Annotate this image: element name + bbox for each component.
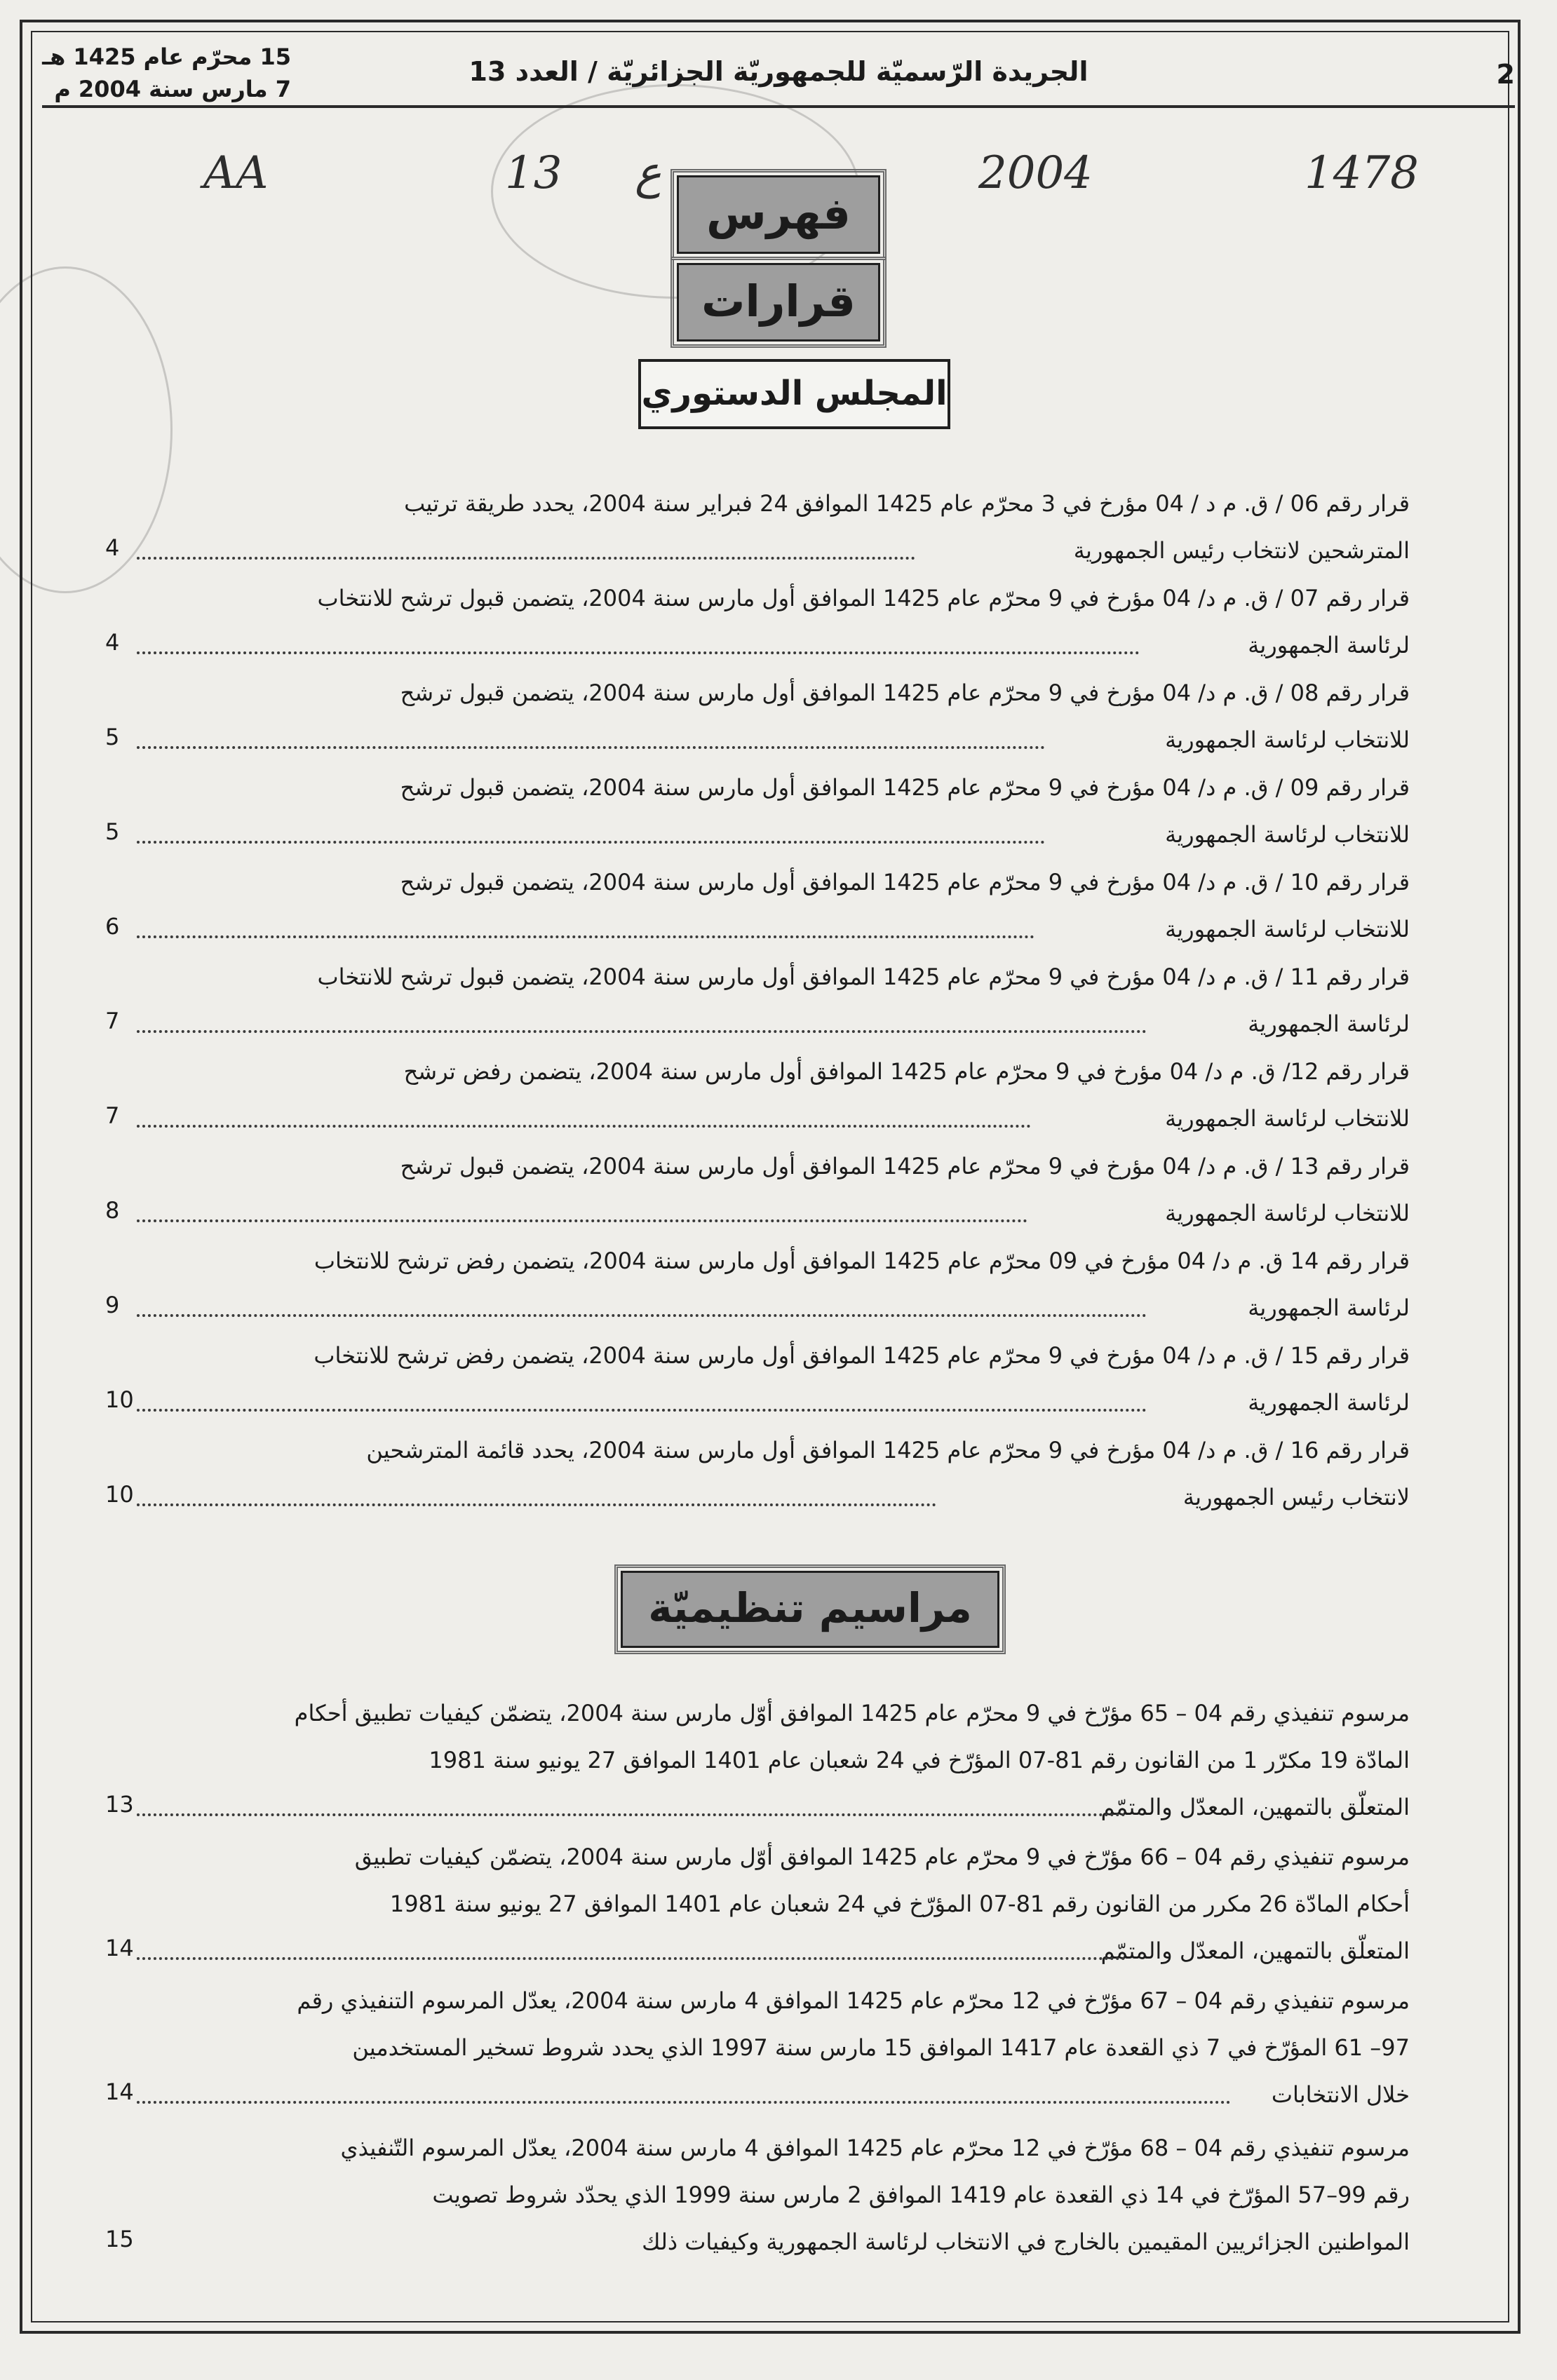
decision-entry-line-1: قرار رقم 08 / ق. م د/ 04 مؤرخ في 9 محرّم عام 1425 الموافق أول مارس سنة 2004، يتضمن قبول ترشح — [400, 679, 1410, 706]
decree-entry-line-3: المواطنين الجزائريين المقيمين بالخارج في الانتخاب لرئاسة الجمهورية وكيفيات ذلك — [642, 2229, 1410, 2255]
decree-entry-line-1: مرسوم تنفيذي رقم 04 – 65 مؤرّخ في 9 محرّم عام 1425 الموافق أوّل مارس سنة 2004، يتضمّن كيفيات تطبيق أحكام — [294, 1700, 1410, 1726]
decree-leader-dots — [137, 1957, 1126, 1960]
decision-entry — [126, 1427, 1410, 1521]
decision-entry-line-1: قرار رقم 13 / ق. م د/ 04 مؤرخ في 9 محرّم عام 1425 الموافق أول مارس سنة 2004، يتضمن قبول ترشح — [400, 1153, 1410, 1179]
decision-entry-line-2: المترشحين لانتخاب رئيس الجمهورية — [1073, 537, 1410, 564]
decree-entry — [126, 1977, 1410, 2118]
decision-leader-dots — [137, 1125, 1031, 1128]
decrees-title: مراسيم تنظيميّة — [621, 1571, 999, 1648]
decision-entry-line-1: قرار رقم 10 / ق. م د/ 04 مؤرخ في 9 محرّم عام 1425 الموافق أول مارس سنة 2004، يتضمن قبول ترشح — [400, 869, 1410, 895]
decision-entry-line-2: للانتخاب لرئاسة الجمهورية — [1165, 1105, 1410, 1132]
journal-title: الجريدة الرّسميّة للجمهوريّة الجزائريّة / العدد 13 — [469, 56, 1088, 87]
decision-page-number: 10 — [105, 1481, 134, 1508]
decision-page-number: 7 — [105, 1102, 120, 1129]
decisions-title: قرارات — [677, 263, 880, 342]
decision-leader-dots — [137, 1219, 1027, 1222]
decision-entry-line-2: لرئاسة الجمهورية — [1248, 1294, 1410, 1321]
decision-page-number: 9 — [105, 1292, 120, 1318]
header-date-hijri: 15 محرّم عام 1425 هـ — [42, 43, 291, 70]
header-rule — [42, 105, 1515, 108]
decree-entry-line-2: رقم 99–57 المؤرّخ في 14 ذي القعدة عام 1419 الموافق 2 مارس سنة 1999 الذي يحدّد شروط تصويت — [432, 2182, 1410, 2208]
header-date-gregorian: 7 مارس سنة 2004 م — [54, 76, 291, 102]
decision-leader-dots — [137, 1314, 1147, 1317]
decision-page-number: 4 — [105, 629, 120, 656]
decree-entry-line-2: المادّة 19 مكرّر 1 من القانون رقم 81-07 المؤرّخ في 24 شعبان عام 1401 الموافق 27 يونيو سنة 1981 — [429, 1747, 1410, 1773]
decision-entry — [126, 859, 1410, 953]
decision-entry-line-2: للانتخاب لرئاسة الجمهورية — [1165, 916, 1410, 942]
decision-page-number: 10 — [105, 1386, 134, 1413]
decision-page-number: 6 — [105, 913, 120, 940]
handwritten-code: AA — [203, 147, 269, 199]
decision-entry-line-1: قرار رقم 11 / ق. م د/ 04 مؤرخ في 9 محرّم عام 1425 الموافق أول مارس سنة 2004، يتضمن قبول ترشح للانتخاب — [317, 964, 1410, 990]
decision-leader-dots — [137, 1030, 1147, 1033]
decision-page-number: 4 — [105, 534, 120, 561]
decision-page-number: 8 — [105, 1197, 120, 1224]
decision-leader-dots — [137, 651, 1140, 654]
decree-entry-line-1: مرسوم تنفيذي رقم 04 – 66 مؤرّخ في 9 محرّم عام 1425 الموافق أوّل مارس سنة 2004، يتضمّن كيفيات تطبيق — [354, 1844, 1410, 1870]
index-title: فهرس — [677, 175, 880, 254]
decree-entry-line-3: المتعلّق بالتمهين، المعدّل والمتمّم — [1100, 1794, 1410, 1820]
decision-entry-line-2: لرئاسة الجمهورية — [1248, 1389, 1410, 1416]
decree-page-number: 14 — [105, 1935, 134, 1961]
decree-entry-line-1: مرسوم تنفيذي رقم 04 – 67 مؤرّخ في 12 محرّم عام 1425 الموافق 4 مارس سنة 2004، يعدّل المرسوم التنفيذي رقم — [297, 1987, 1410, 2014]
decision-leader-dots — [137, 1409, 1147, 1412]
decision-entry — [126, 480, 1410, 574]
decision-entry-line-1: قرار رقم 09 / ق. م د/ 04 مؤرخ في 9 محرّم عام 1425 الموافق أول مارس سنة 2004، يتضمن قبول ترشح — [400, 774, 1410, 801]
decision-entry-line-1: قرار رقم 15 / ق. م د/ 04 مؤرخ في 9 محرّم عام 1425 الموافق أول مارس سنة 2004، يتضمن رفض ترشح للانتخاب — [314, 1342, 1410, 1369]
decree-entry-line-2: أحكام المادّة 26 مكرر من القانون رقم 81-07 المؤرّخ في 24 شعبان عام 1401 الموافق 27 يونيو سنة 1981 — [389, 1891, 1410, 1917]
decree-entry — [126, 1690, 1410, 1831]
page-number: 2 — [1496, 59, 1515, 90]
decision-entry-line-2: للانتخاب لرئاسة الجمهورية — [1165, 821, 1410, 848]
decree-page-number: 14 — [105, 2078, 134, 2105]
decision-page-number: 5 — [105, 724, 120, 750]
decision-entry-line-2: لانتخاب رئيس الجمهورية — [1182, 1484, 1410, 1510]
decision-entry-line-2: لرئاسة الجمهورية — [1248, 1010, 1410, 1037]
decision-entry — [126, 1048, 1410, 1142]
handwritten-mark: ع — [635, 147, 662, 199]
decision-leader-dots — [137, 557, 915, 560]
decision-page-number: 5 — [105, 818, 120, 845]
decision-entry-line-1: قرار رقم 14 ق. م د/ 04 مؤرخ في 09 محرّم عام 1425 الموافق أول مارس سنة 2004، يتضمن رفض ترشح للانتخاب — [314, 1248, 1410, 1274]
decree-page-number: 13 — [105, 1791, 134, 1818]
decision-entry — [126, 575, 1410, 669]
decree-entry-line-1: مرسوم تنفيذي رقم 04 – 68 مؤرّخ في 12 محرّم عام 1425 الموافق 4 مارس سنة 2004، يعدّل المرسوم التّنفيذي — [340, 2135, 1410, 2161]
handwritten-year: 2004 — [978, 147, 1093, 199]
decision-entry — [126, 1332, 1410, 1426]
decision-entry — [126, 764, 1410, 858]
decision-leader-dots — [137, 1503, 936, 1506]
decision-entry — [126, 670, 1410, 764]
decree-entry — [126, 2125, 1410, 2266]
decree-entry-line-2: 97– 61 المؤرّخ في 7 ذي القعدة عام 1417 الموافق 15 مارس سنة 1997 الذي يحدد شروط تسخير المستخدمين — [352, 2034, 1410, 2061]
decision-entry — [126, 954, 1410, 1048]
decree-entry — [126, 1834, 1410, 1975]
decree-page-number: 15 — [105, 2226, 134, 2252]
decision-entry — [126, 1238, 1410, 1332]
decision-leader-dots — [137, 841, 1045, 844]
handwritten-number-1478: 1478 — [1305, 147, 1419, 199]
decree-entry-line-3: المتعلّق بالتمهين، المعدّل والمتمّم — [1100, 1938, 1410, 1964]
decision-entry-line-1: قرار رقم 07 / ق. م د/ 04 مؤرخ في 9 محرّم عام 1425 الموافق أول مارس سنة 2004، يتضمن قبول ترشح للانتخاب — [317, 585, 1410, 611]
decision-entry — [126, 1143, 1410, 1237]
decision-leader-dots — [137, 746, 1045, 749]
decision-entry-line-2: للانتخاب لرئاسة الجمهورية — [1165, 726, 1410, 753]
decision-entry-line-1: قرار رقم 12/ ق. م د/ 04 مؤرخ في 9 محرّم عام 1425 الموافق أول مارس سنة 2004، يتضمن رفض ترشح — [403, 1058, 1410, 1085]
decree-leader-dots — [137, 2101, 1231, 2104]
decision-page-number: 7 — [105, 1008, 120, 1034]
decision-entry-line-2: للانتخاب لرئاسة الجمهورية — [1165, 1200, 1410, 1226]
decision-entry-line-1: قرار رقم 06 / ق. م د / 04 مؤرخ في 3 محرّم عام 1425 الموافق 24 فبراير سنة 2004، يحدد طريقة ترتيب — [404, 490, 1410, 517]
decision-entry-line-2: لرئاسة الجمهورية — [1248, 632, 1410, 658]
decision-leader-dots — [137, 935, 1034, 938]
decision-entry-line-1: قرار رقم 16 / ق. م د/ 04 مؤرخ في 9 محرّم عام 1425 الموافق أول مارس سنة 2004، يحدد قائمة المترشحين — [366, 1437, 1410, 1463]
decree-leader-dots — [137, 1813, 1126, 1816]
decree-entry-line-3: خلال الانتخابات — [1271, 2081, 1410, 2108]
constitutional-council-title: المجلس الدستوري — [638, 359, 950, 429]
handwritten-issue-number: 13 — [505, 147, 562, 199]
